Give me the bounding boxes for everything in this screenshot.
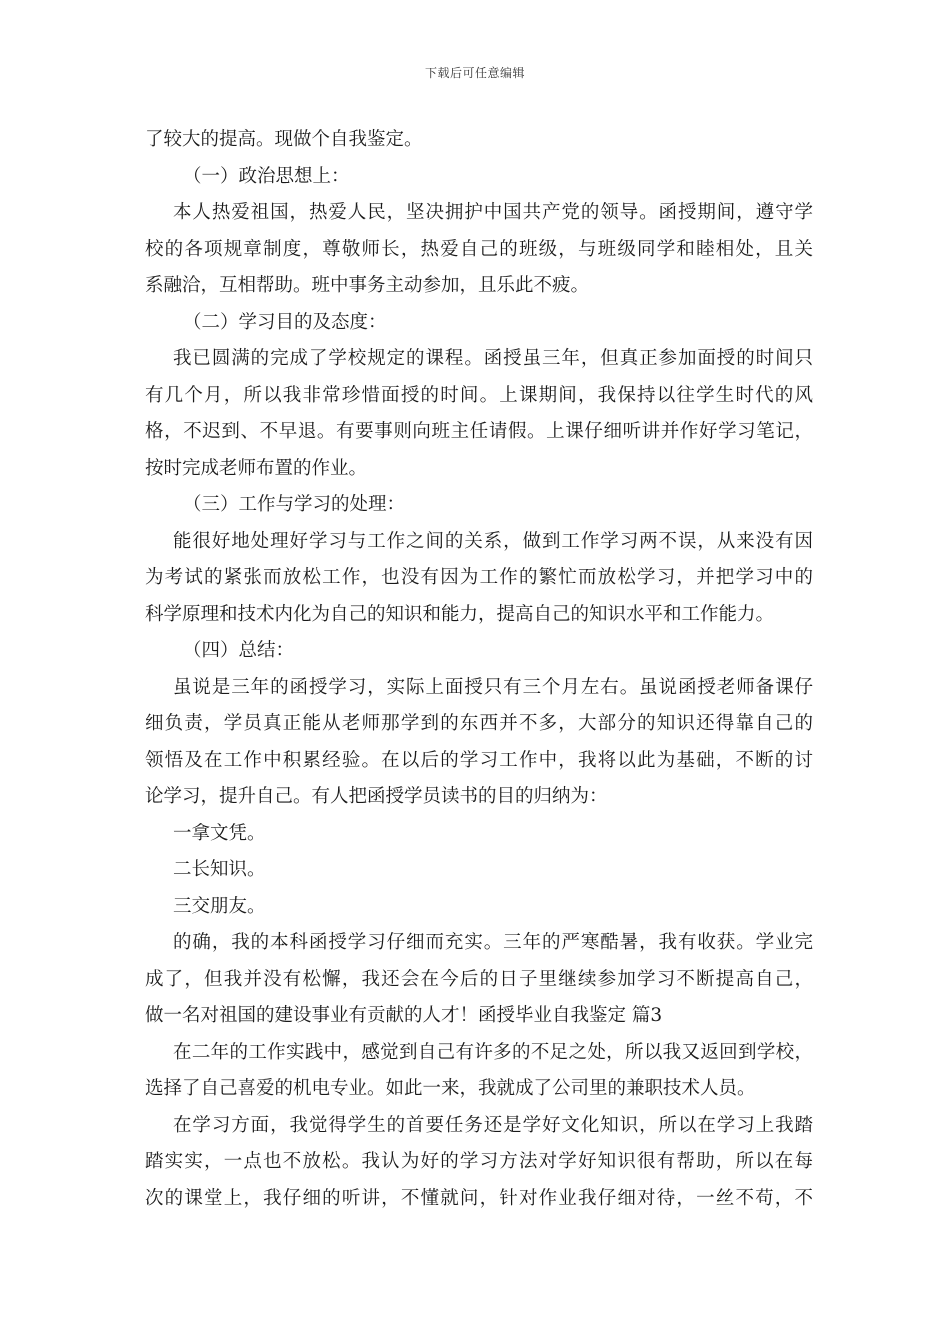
- text-line: 本人热爱祖国，热爱人民，坚决拥护中国共产党的领导。函授期间，遵守学: [173, 202, 813, 223]
- text-line: 次的课堂上，我仔细的听讲，不懂就问，针对作业我仔细对待，一丝不苟，不: [145, 1187, 813, 1209]
- text-line: 校的各项规章制度，尊敬师长，热爱自己的班级，与班级同学和睦相处，且关: [145, 238, 813, 260]
- list-item: 二长知识。: [173, 859, 266, 880]
- document-body: [145, 122, 813, 1217]
- text-line: 踏实实，一点也不放松。我认为好的学习方法对学好知识很有帮助，所以在每: [145, 1151, 813, 1172]
- text-line: 我已圆满的完成了学校规定的课程。函授虽三年，但真正参加面授的时间只: [173, 348, 813, 369]
- list-item: 一拿文凭。: [173, 822, 266, 844]
- text-line: 为考试的紧张而放松工作，也没有因为工作的繁忙而放松学习，并把学习中的: [145, 567, 813, 588]
- text-line: 了较大的提高。现做个自我鉴定。: [145, 129, 423, 150]
- text-line: 在二年的工作实践中，感觉到自己有许多的不足之处，所以我又返回到学校，: [173, 1041, 813, 1063]
- text-line: 论学习，提升自己。有人把函授学员读书的目的归纳为：: [145, 786, 608, 807]
- text-line: 虽说是三年的函授学习，实际上面授只有三个月左右。虽说函授老师备课仔: [173, 676, 813, 698]
- page-header: 下载后可任意编辑: [424, 66, 525, 80]
- text-line: 格，不迟到、不早退。有要事则向班主任请假。上课仔细听讲并作好学习笔记，: [145, 421, 813, 442]
- text-line: 能很好地处理好学习与工作之间的关系，做到工作学习两不误，从来没有因: [173, 530, 813, 552]
- text-line: 细负责，学员真正能从老师那学到的东西并不多，大部分的知识还得靠自己的: [145, 713, 813, 734]
- text-line: 做一名对祖国的建设事业有贡献的人才！函授毕业自我鉴定 篇3: [145, 1005, 663, 1026]
- text-line: 的确，我的本科函授学习仔细而充实。三年的严寒酷暑，我有收获。学业完: [173, 932, 813, 953]
- section-heading-4: （四）总结：: [183, 640, 295, 661]
- section-heading-3: （三）工作与学习的处理：: [183, 494, 406, 515]
- text-line: 系融洽，互相帮助。班中事务主动参加，且乐此不疲。: [145, 275, 590, 296]
- text-line: 有几个月，所以我非常珍惜面授的时间。上课期间，我保持以往学生时代的风: [145, 384, 813, 406]
- text-line: 成了，但我并没有松懈，我还会在今后的日子里继续参加学习不断提高自己，: [145, 968, 813, 990]
- section-heading-1: （一）政治思想上：: [183, 165, 350, 187]
- text-line: 按时完成老师布置的作业。: [145, 457, 368, 479]
- text-line: 选择了自己喜爱的机电专业。如此一来，我就成了公司里的兼职技术人员。: [145, 1078, 756, 1099]
- text-line: 在学习方面，我觉得学生的首要任务还是学好文化知识，所以在学习上我踏: [173, 1114, 813, 1136]
- list-item: 三交朋友。: [173, 895, 266, 917]
- text-line: 领悟及在工作中积累经验。在以后的学习工作中，我将以此为基础，不断的讨: [145, 749, 813, 771]
- text-line: 科学原理和技术内化为自己的知识和能力，提高自己的知识水平和工作能力。: [145, 603, 775, 625]
- section-heading-2: （二）学习目的及态度：: [183, 311, 387, 333]
